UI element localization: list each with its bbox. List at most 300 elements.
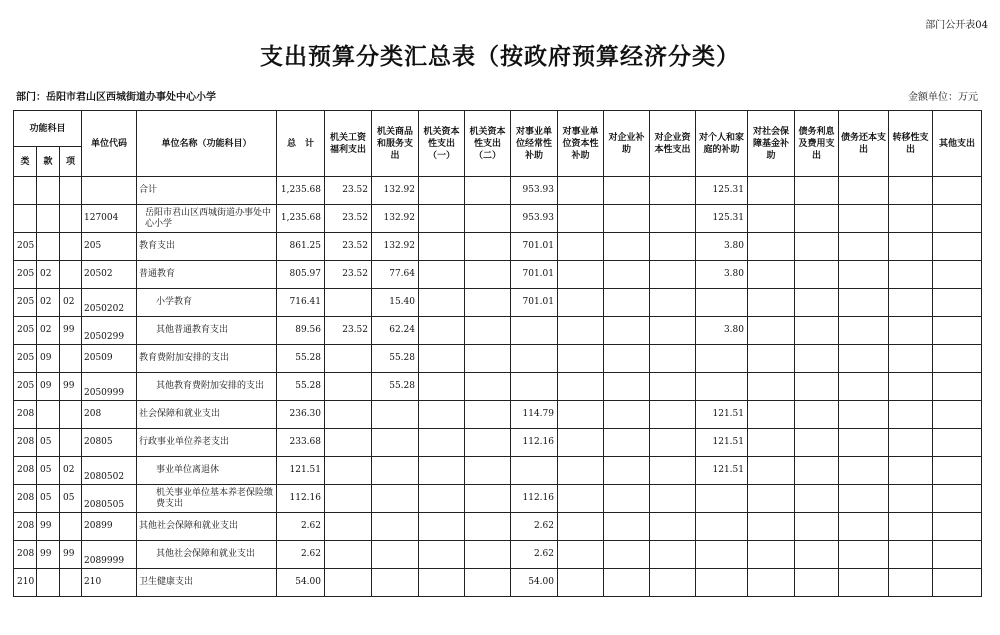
header-c7: 对企业补助	[604, 111, 650, 177]
table-row	[14, 541, 982, 569]
cell-c2	[372, 513, 419, 541]
cell-lei: 205	[14, 345, 37, 373]
table-body	[14, 177, 982, 597]
cell-c9: 121.51	[696, 457, 748, 485]
cell-c14	[933, 345, 982, 373]
cell-c4	[465, 401, 511, 429]
cell-name: 社会保障和就业支出	[137, 401, 277, 429]
cell-c8	[650, 205, 696, 233]
cell-c7	[604, 485, 650, 513]
cell-c5: 114.79	[511, 401, 558, 429]
cell-c4	[465, 569, 511, 597]
cell-c2: 15.40	[372, 289, 419, 317]
cell-c14	[933, 457, 982, 485]
cell-c8	[650, 429, 696, 457]
cell-c3	[419, 429, 465, 457]
cell-c11	[795, 485, 839, 513]
table-row	[14, 177, 982, 205]
header-c11: 债务利息及费用支出	[795, 111, 839, 177]
cell-c1: 23.52	[325, 317, 372, 345]
cell-c13	[889, 541, 933, 569]
cell-c6	[558, 429, 604, 457]
cell-c8	[650, 233, 696, 261]
cell-c11	[795, 429, 839, 457]
table-row	[14, 289, 982, 317]
cell-name: 小学教育	[137, 289, 277, 317]
header-unit-name: 单位名称（功能科目）	[137, 111, 277, 177]
cell-kuan: 02	[37, 261, 60, 289]
cell-c1	[325, 513, 372, 541]
cell-lei	[14, 177, 37, 205]
cell-c9	[696, 513, 748, 541]
cell-name: 事业单位离退休	[137, 457, 277, 485]
cell-xiang: 99	[60, 317, 82, 345]
cell-lei: 208	[14, 541, 37, 569]
cell-c8	[650, 345, 696, 373]
table-header	[14, 111, 982, 177]
cell-c11	[795, 541, 839, 569]
cell-c6	[558, 261, 604, 289]
header-unit-code: 单位代码	[82, 111, 137, 177]
cell-total: 2.62	[277, 541, 325, 569]
cell-c10	[748, 205, 795, 233]
cell-c4	[465, 261, 511, 289]
cell-xiang	[60, 205, 82, 233]
cell-c3	[419, 485, 465, 513]
cell-c5: 953.93	[511, 205, 558, 233]
cell-c12	[839, 317, 889, 345]
cell-c1: 23.52	[325, 233, 372, 261]
cell-xiang	[60, 513, 82, 541]
cell-c14	[933, 373, 982, 401]
cell-c4	[465, 373, 511, 401]
cell-c10	[748, 289, 795, 317]
cell-xiang: 02	[60, 457, 82, 485]
table-row	[14, 233, 982, 261]
cell-c3	[419, 317, 465, 345]
cell-total: 1,235.68	[277, 205, 325, 233]
cell-c8	[650, 569, 696, 597]
cell-c13	[889, 485, 933, 513]
cell-c9	[696, 569, 748, 597]
cell-c1: 23.52	[325, 177, 372, 205]
cell-code: 205	[82, 233, 137, 261]
cell-c9	[696, 373, 748, 401]
cell-c6	[558, 205, 604, 233]
cell-c10	[748, 569, 795, 597]
table-row	[14, 345, 982, 373]
cell-c2	[372, 457, 419, 485]
cell-c14	[933, 177, 982, 205]
cell-lei: 205	[14, 261, 37, 289]
cell-c10	[748, 177, 795, 205]
cell-c9	[696, 541, 748, 569]
header-c13: 转移性支出	[889, 111, 933, 177]
cell-c1	[325, 373, 372, 401]
cell-name: 普通教育	[137, 261, 277, 289]
header-c6: 对事业单位资本性补助	[558, 111, 604, 177]
cell-c9: 125.31	[696, 177, 748, 205]
cell-c6	[558, 513, 604, 541]
cell-code: 20899	[82, 513, 137, 541]
cell-c14	[933, 541, 982, 569]
cell-code: 2050202	[82, 289, 137, 317]
cell-c1	[325, 289, 372, 317]
cell-c12	[839, 345, 889, 373]
cell-kuan: 09	[37, 373, 60, 401]
cell-c5: 112.16	[511, 485, 558, 513]
cell-c7	[604, 457, 650, 485]
cell-kuan	[37, 233, 60, 261]
cell-name: 其他社会保障和就业支出	[137, 541, 277, 569]
cell-total: 55.28	[277, 345, 325, 373]
header-c8: 对企业资本性支出	[650, 111, 696, 177]
cell-c10	[748, 261, 795, 289]
cell-c3	[419, 177, 465, 205]
cell-c9: 121.51	[696, 429, 748, 457]
header-kuan: 款	[37, 147, 60, 177]
cell-c10	[748, 429, 795, 457]
cell-c11	[795, 345, 839, 373]
cell-c4	[465, 289, 511, 317]
cell-code: 2080505	[82, 485, 137, 513]
cell-c4	[465, 457, 511, 485]
cell-c7	[604, 205, 650, 233]
cell-kuan: 09	[37, 345, 60, 373]
cell-xiang	[60, 177, 82, 205]
cell-kuan: 05	[37, 485, 60, 513]
cell-xiang	[60, 429, 82, 457]
cell-total: 805.97	[277, 261, 325, 289]
cell-total: 121.51	[277, 457, 325, 485]
cell-c14	[933, 233, 982, 261]
cell-c5: 953.93	[511, 177, 558, 205]
table-row	[14, 513, 982, 541]
cell-c1	[325, 541, 372, 569]
cell-c12	[839, 373, 889, 401]
cell-c4	[465, 345, 511, 373]
cell-c11	[795, 513, 839, 541]
cell-code: 2089999	[82, 541, 137, 569]
cell-c12	[839, 569, 889, 597]
cell-c11	[795, 373, 839, 401]
cell-c5	[511, 317, 558, 345]
cell-c8	[650, 317, 696, 345]
cell-c1	[325, 569, 372, 597]
cell-c7	[604, 317, 650, 345]
table-row	[14, 261, 982, 289]
cell-c3	[419, 541, 465, 569]
cell-c6	[558, 541, 604, 569]
cell-c12	[839, 457, 889, 485]
cell-c7	[604, 401, 650, 429]
page-title: 支出预算分类汇总表（按政府预算经济分类）	[260, 44, 740, 70]
cell-c1	[325, 457, 372, 485]
cell-c7	[604, 513, 650, 541]
cell-c6	[558, 289, 604, 317]
cell-c11	[795, 457, 839, 485]
cell-kuan: 05	[37, 457, 60, 485]
cell-c10	[748, 457, 795, 485]
header-c4: 机关资本性支出（二）	[465, 111, 511, 177]
cell-c8	[650, 177, 696, 205]
cell-c1: 23.52	[325, 261, 372, 289]
cell-c13	[889, 373, 933, 401]
table-row	[14, 317, 982, 345]
cell-c3	[419, 401, 465, 429]
cell-lei: 205	[14, 373, 37, 401]
cell-xiang	[60, 569, 82, 597]
cell-c6	[558, 177, 604, 205]
header-c3: 机关资本性支出（一）	[419, 111, 465, 177]
cell-c7	[604, 569, 650, 597]
cell-code: 20805	[82, 429, 137, 457]
cell-c11	[795, 401, 839, 429]
cell-c6	[558, 345, 604, 373]
cell-c1	[325, 429, 372, 457]
cell-lei: 205	[14, 289, 37, 317]
cell-xiang: 05	[60, 485, 82, 513]
header-c9: 对个人和家庭的补助	[696, 111, 748, 177]
cell-c11	[795, 569, 839, 597]
cell-code: 2050999	[82, 373, 137, 401]
cell-kuan: 02	[37, 289, 60, 317]
cell-kuan	[37, 569, 60, 597]
cell-total: 89.56	[277, 317, 325, 345]
cell-c13	[889, 429, 933, 457]
cell-c3	[419, 457, 465, 485]
cell-kuan: 05	[37, 429, 60, 457]
cell-c12	[839, 485, 889, 513]
cell-c11	[795, 261, 839, 289]
cell-c10	[748, 345, 795, 373]
cell-lei: 210	[14, 569, 37, 597]
cell-kuan: 99	[37, 513, 60, 541]
cell-c12	[839, 233, 889, 261]
cell-c2: 132.92	[372, 205, 419, 233]
cell-c8	[650, 289, 696, 317]
cell-c10	[748, 541, 795, 569]
cell-xiang: 99	[60, 541, 82, 569]
cell-lei: 205	[14, 233, 37, 261]
cell-c13	[889, 261, 933, 289]
expenditure-summary-table	[13, 110, 982, 597]
cell-c9: 121.51	[696, 401, 748, 429]
cell-c6	[558, 233, 604, 261]
cell-c7	[604, 177, 650, 205]
cell-kuan: 99	[37, 541, 60, 569]
cell-c4	[465, 233, 511, 261]
table-row	[14, 569, 982, 597]
table-row	[14, 429, 982, 457]
cell-c1	[325, 345, 372, 373]
header-c1: 机关工资福利支出	[325, 111, 372, 177]
cell-c7	[604, 261, 650, 289]
cell-c12	[839, 205, 889, 233]
cell-total: 55.28	[277, 373, 325, 401]
cell-c9: 3.80	[696, 233, 748, 261]
cell-c5: 112.16	[511, 429, 558, 457]
cell-c12	[839, 289, 889, 317]
cell-name: 其他社会保障和就业支出	[137, 513, 277, 541]
table-row	[14, 401, 982, 429]
cell-code	[82, 177, 137, 205]
table-row	[14, 485, 982, 513]
cell-xiang	[60, 233, 82, 261]
table-row	[14, 205, 982, 233]
cell-c14	[933, 205, 982, 233]
header-c12: 债务还本支出	[839, 111, 889, 177]
header-c2: 机关商品和服务支出	[372, 111, 419, 177]
cell-name: 卫生健康支出	[137, 569, 277, 597]
cell-c6	[558, 457, 604, 485]
cell-c13	[889, 457, 933, 485]
cell-c2: 55.28	[372, 373, 419, 401]
cell-lei: 208	[14, 401, 37, 429]
cell-c14	[933, 401, 982, 429]
cell-lei	[14, 205, 37, 233]
cell-name: 教育费附加安排的支出	[137, 345, 277, 373]
cell-c12	[839, 261, 889, 289]
cell-c6	[558, 317, 604, 345]
cell-c8	[650, 457, 696, 485]
cell-code: 210	[82, 569, 137, 597]
cell-c4	[465, 541, 511, 569]
cell-name: 教育支出	[137, 233, 277, 261]
cell-lei: 208	[14, 485, 37, 513]
cell-c12	[839, 177, 889, 205]
cell-c2: 62.24	[372, 317, 419, 345]
cell-total: 112.16	[277, 485, 325, 513]
cell-c3	[419, 289, 465, 317]
header-total: 总 计	[277, 111, 325, 177]
cell-c5	[511, 345, 558, 373]
cell-c12	[839, 429, 889, 457]
cell-c11	[795, 233, 839, 261]
cell-c11	[795, 177, 839, 205]
cell-c10	[748, 401, 795, 429]
cell-c1	[325, 401, 372, 429]
cell-code: 20509	[82, 345, 137, 373]
cell-total: 716.41	[277, 289, 325, 317]
cell-c13	[889, 205, 933, 233]
cell-c1	[325, 485, 372, 513]
header-lei: 类	[14, 147, 37, 177]
cell-total: 54.00	[277, 569, 325, 597]
cell-c7	[604, 373, 650, 401]
cell-name: 行政事业单位养老支出	[137, 429, 277, 457]
cell-c5: 2.62	[511, 541, 558, 569]
cell-c4	[465, 177, 511, 205]
cell-xiang	[60, 345, 82, 373]
cell-c2	[372, 429, 419, 457]
cell-c4	[465, 429, 511, 457]
cell-c2: 132.92	[372, 177, 419, 205]
cell-c2: 55.28	[372, 345, 419, 373]
cell-c13	[889, 289, 933, 317]
cell-c5: 701.01	[511, 289, 558, 317]
cell-c8	[650, 485, 696, 513]
cell-kuan: 02	[37, 317, 60, 345]
cell-total: 861.25	[277, 233, 325, 261]
cell-name: 机关事业单位基本养老保险缴费支出	[137, 485, 277, 513]
cell-c3	[419, 373, 465, 401]
cell-c4	[465, 485, 511, 513]
cell-total: 2.62	[277, 513, 325, 541]
cell-c4	[465, 205, 511, 233]
cell-xiang	[60, 261, 82, 289]
cell-c14	[933, 261, 982, 289]
cell-code: 2050299	[82, 317, 137, 345]
cell-c13	[889, 233, 933, 261]
department-label: 部门：岳阳市君山区西城街道办事处中心小学	[16, 92, 216, 103]
cell-c8	[650, 513, 696, 541]
cell-c3	[419, 569, 465, 597]
cell-c13	[889, 317, 933, 345]
cell-c14	[933, 485, 982, 513]
cell-c2	[372, 541, 419, 569]
cell-c9	[696, 485, 748, 513]
cell-name: 其他普通教育支出	[137, 317, 277, 345]
cell-c8	[650, 261, 696, 289]
cell-c13	[889, 177, 933, 205]
cell-c11	[795, 317, 839, 345]
cell-c10	[748, 513, 795, 541]
table-row	[14, 373, 982, 401]
cell-c3	[419, 513, 465, 541]
cell-c2	[372, 485, 419, 513]
cell-c14	[933, 513, 982, 541]
cell-lei: 208	[14, 513, 37, 541]
cell-code: 208	[82, 401, 137, 429]
cell-c12	[839, 401, 889, 429]
cell-c2: 77.64	[372, 261, 419, 289]
cell-c8	[650, 401, 696, 429]
cell-lei: 208	[14, 429, 37, 457]
cell-kuan	[37, 177, 60, 205]
cell-total: 233.68	[277, 429, 325, 457]
cell-c5: 701.01	[511, 261, 558, 289]
cell-c6	[558, 373, 604, 401]
cell-c13	[889, 513, 933, 541]
header-xiang: 项	[60, 147, 82, 177]
cell-c3	[419, 261, 465, 289]
cell-c2	[372, 401, 419, 429]
cell-c3	[419, 233, 465, 261]
header-c14: 其他支出	[933, 111, 982, 177]
cell-total: 1,235.68	[277, 177, 325, 205]
cell-xiang: 99	[60, 373, 82, 401]
cell-c8	[650, 541, 696, 569]
cell-c11	[795, 289, 839, 317]
cell-code: 20502	[82, 261, 137, 289]
cell-total: 236.30	[277, 401, 325, 429]
cell-c8	[650, 373, 696, 401]
cell-name: 岳阳市君山区西城街道办事处中心小学	[137, 205, 277, 233]
cell-c3	[419, 205, 465, 233]
cell-c6	[558, 401, 604, 429]
cell-c11	[795, 205, 839, 233]
table-meta	[16, 88, 978, 103]
cell-c3	[419, 345, 465, 373]
cell-c7	[604, 345, 650, 373]
cell-c5: 54.00	[511, 569, 558, 597]
cell-c6	[558, 485, 604, 513]
cell-c10	[748, 373, 795, 401]
cell-c7	[604, 541, 650, 569]
cell-name: 其他教育费附加安排的支出	[137, 373, 277, 401]
cell-c7	[604, 289, 650, 317]
